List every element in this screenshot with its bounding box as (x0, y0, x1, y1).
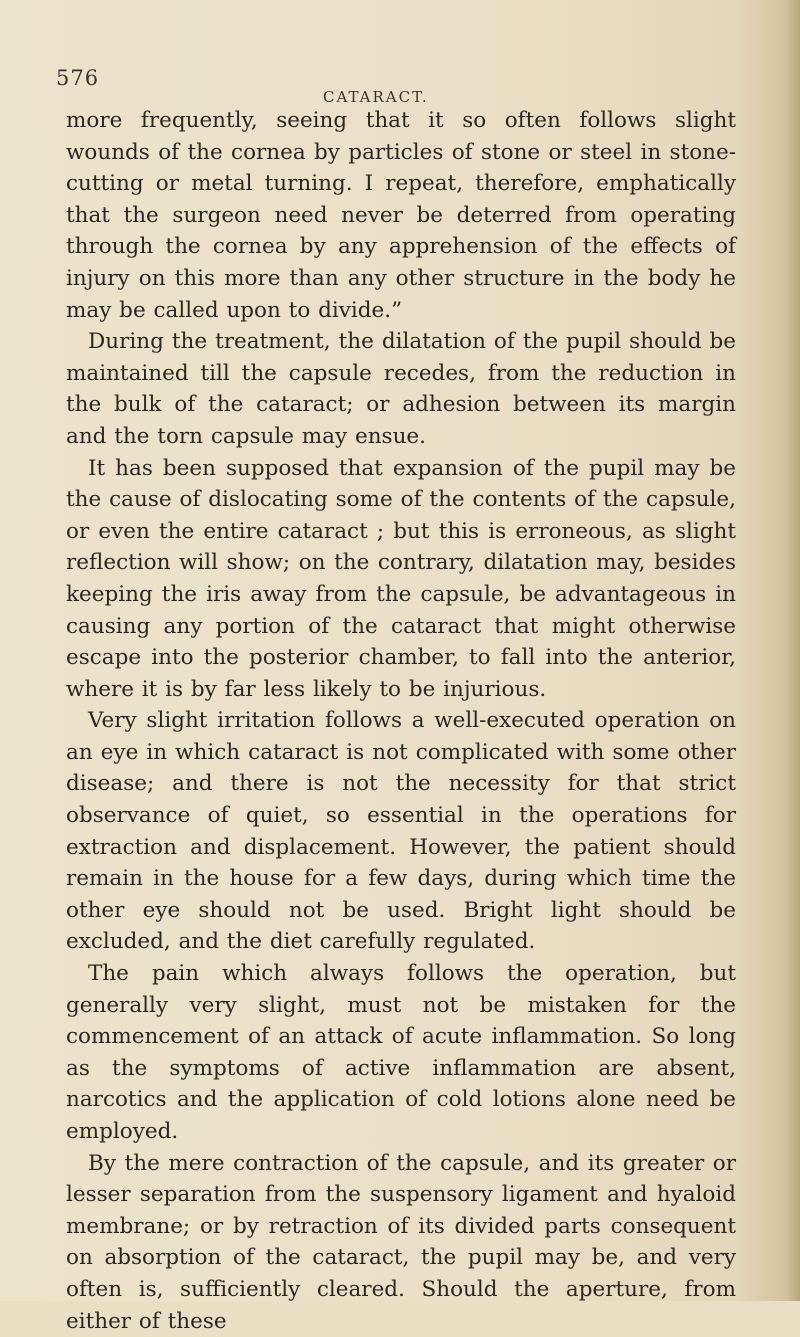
paragraph-expansion: It has been supposed that expansion of the pupil may be the cause of dislocating some of the contents of the capsule, or even the entire cataract ; but this is erroneous, as slight reflection will show; on the contrary, dilatation may, besides keeping the iris away from the capsule, be advantageous in causing any portion of the cataract that might otherwise escape into the posterior chamber, to fall into the anterior, where it is by far less likely to be injurious. (66, 455, 736, 702)
paragraph-dilatation: During the treatment, the dilatation of the pupil should be maintained till the capsule recedes, from the reduction in the bulk of the cataract; or adhesion between its margin and the torn capsule may ensue. (66, 329, 736, 449)
body-text (66, 105, 736, 1337)
running-head: CATARACT. (323, 88, 429, 106)
paragraph-irritation: Very slight irritation follows a well-executed operation on an eye in which cataract is not complicated with some other disease; and there is not the necessity for that strict observance of quiet, so essential in the operations for extraction and displacement. However, the patient should remain in the house for a few days, during which time the other eye should not be used. Bright light should be excluded, and the diet carefully regulated. (66, 708, 736, 955)
paragraph-contraction: By the mere contraction of the capsule, and its greater or lesser separation from the suspensory ligament and hyaloid membrane; or by retraction of its divided parts consequent on absorption of the cataract, the pupil may be, and very often is, sufficiently cleared. Should the aperture, from either of these (66, 1150, 736, 1334)
page-number: 576 (56, 66, 100, 90)
paragraph-continuation: more frequently, seeing that it so often follows slight wounds of the cornea by particles of stone or steel in stone-cutting or metal turning. I repeat, therefore, emphatically that the surgeon need never be deterred from operating through the cornea by any apprehension of the effects of injury on this more than any other structure in the body he may be called upon to divide.” (66, 108, 736, 323)
paragraph-pain: The pain which always follows the operation, but generally very slight, must not be mistaken for the commencement of an attack of acute inflammation. So long as the symptoms of active inflammation are absent, narcotics and the application of cold lotions alone need be employed. (66, 961, 736, 1144)
page-edge-shadow (786, 0, 800, 1301)
